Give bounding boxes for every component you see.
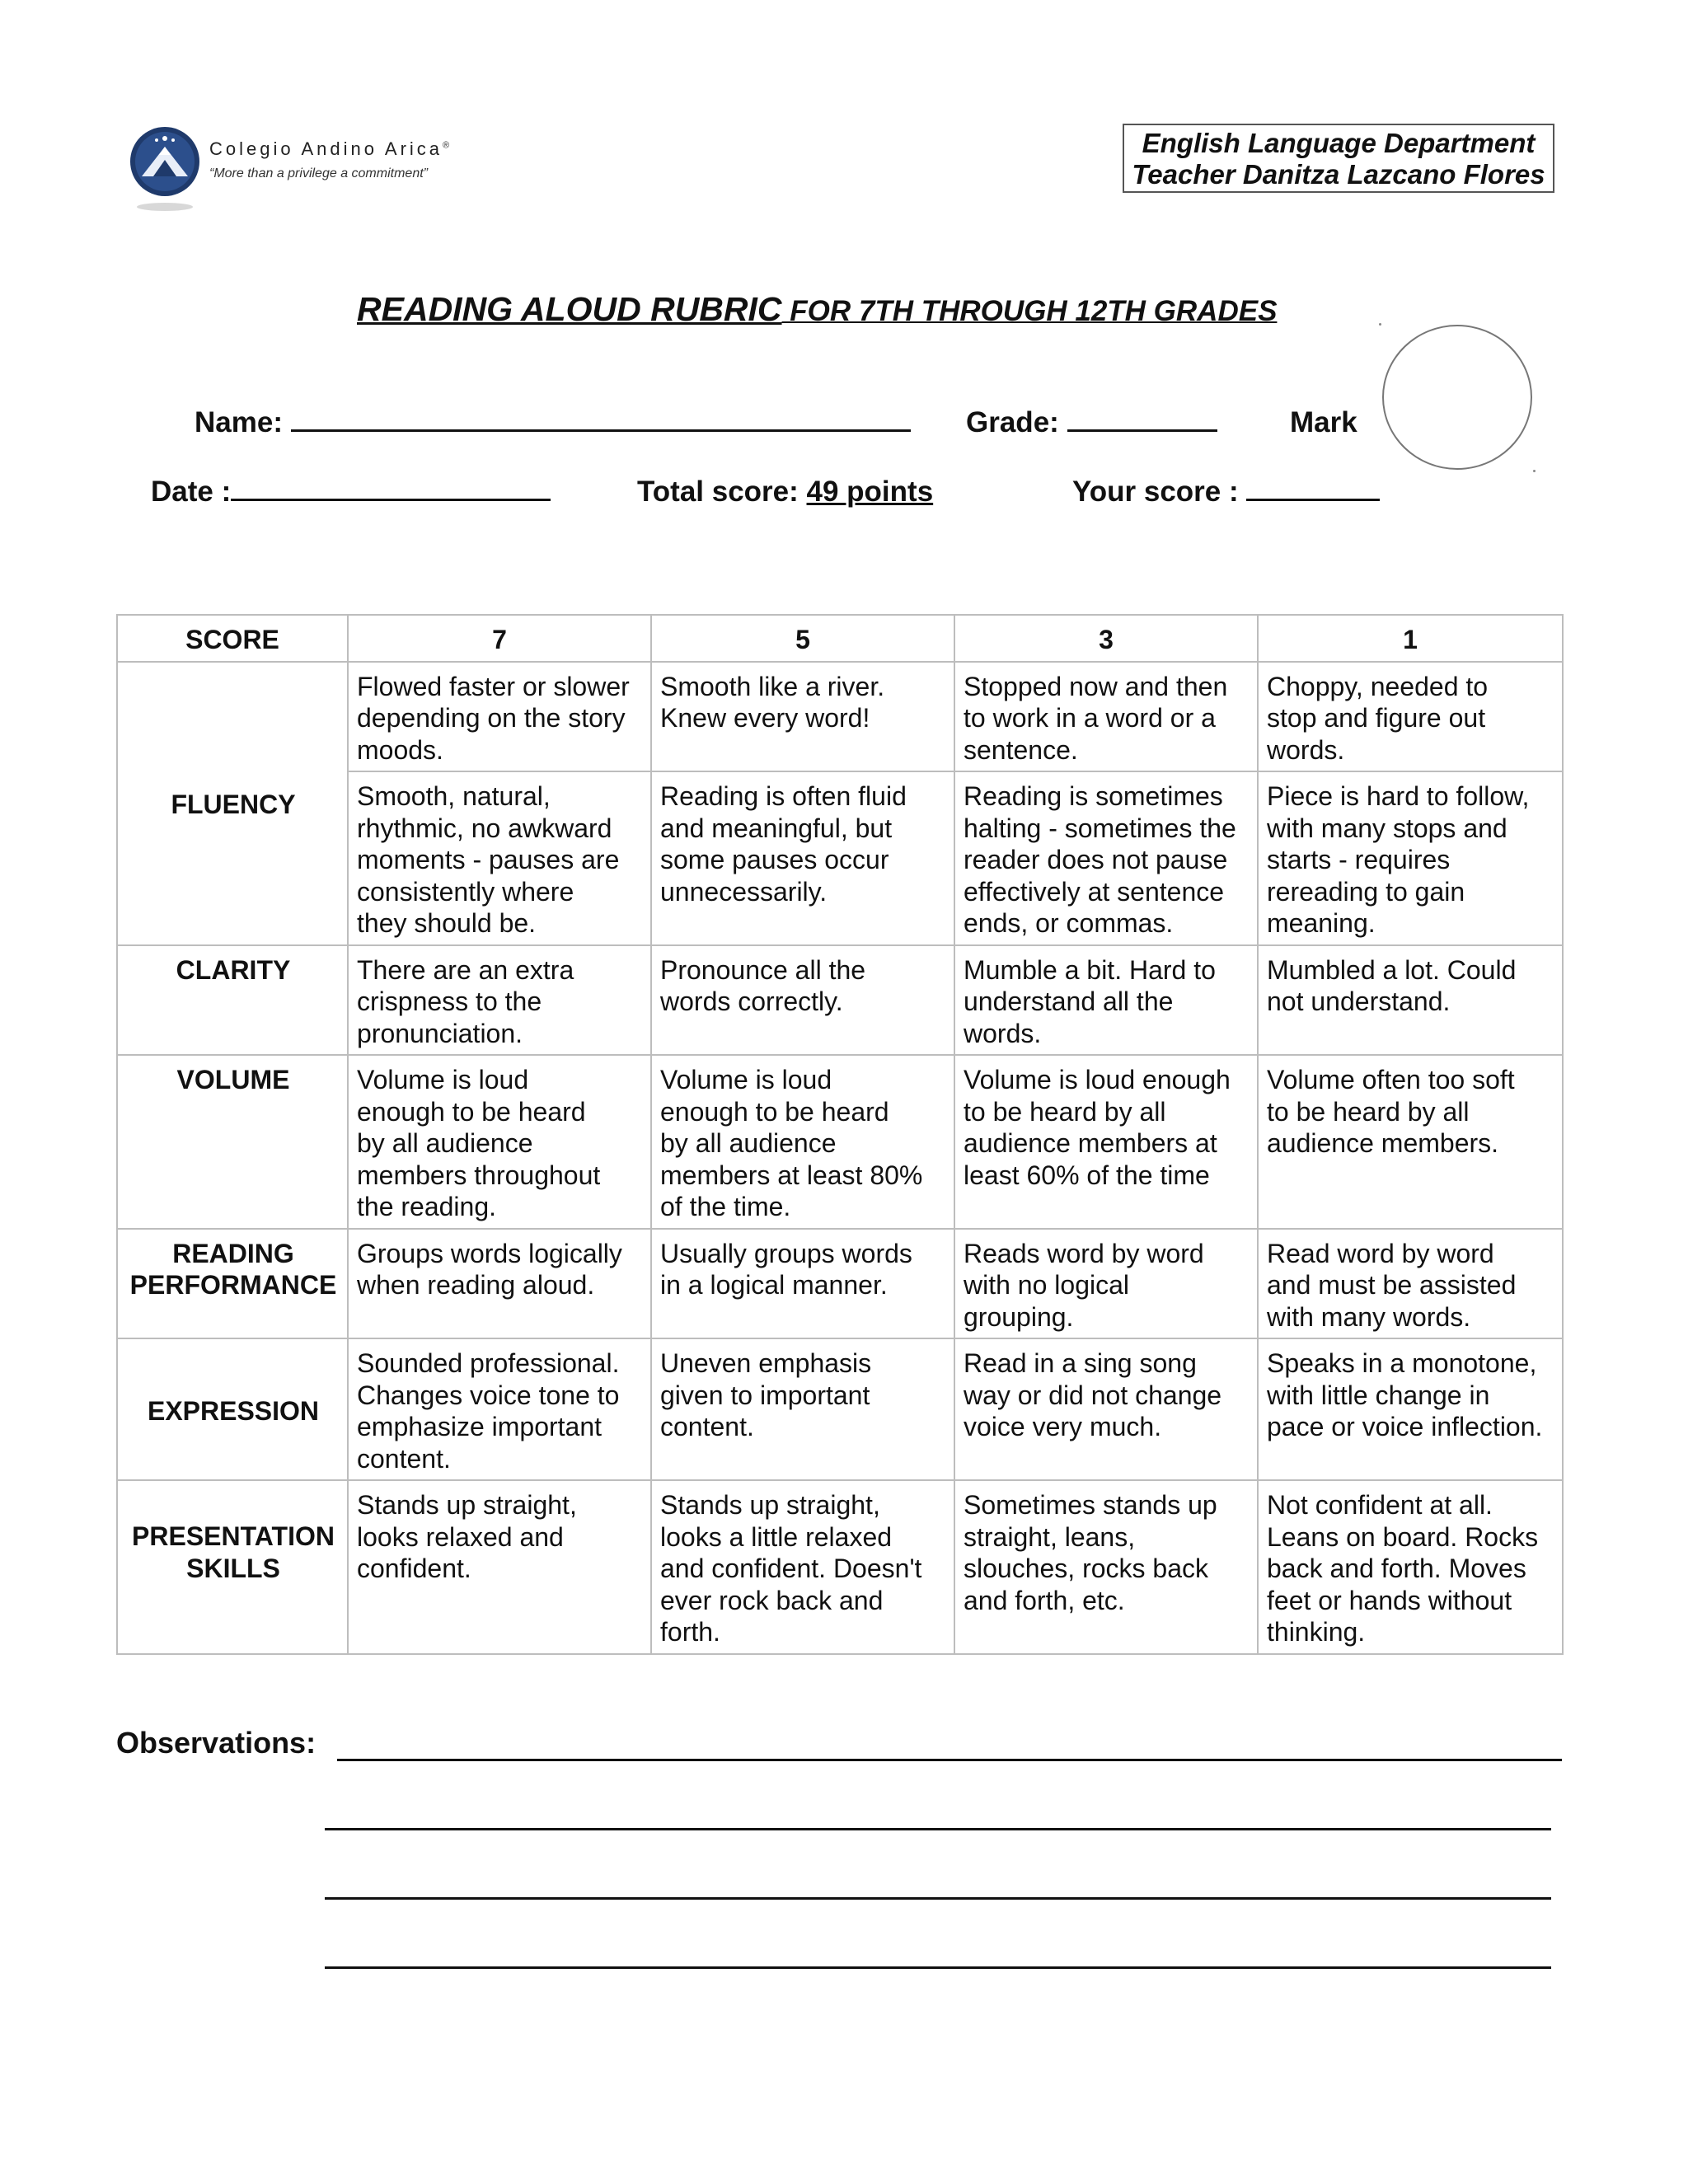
rubric-cell: Reading is sometimes halting - sometimes the reader does not pause effectively at sentence ends, or commas. (954, 771, 1258, 945)
grade-blank[interactable] (1067, 406, 1217, 432)
your-score-field[interactable] (1072, 476, 1380, 509)
your-score-label: Your score : (1072, 476, 1239, 508)
total-score (637, 476, 933, 509)
header-3: 3 (954, 615, 1258, 662)
rubric-table (116, 614, 1564, 1655)
school-logo (124, 122, 486, 221)
teacher-name: Teacher Danitza Lazcano Flores (1132, 159, 1545, 190)
criterion-clarity: CLARITY (117, 945, 348, 1056)
criterion-volume: VOLUME (117, 1055, 348, 1229)
rubric-cell: Read word by word and must be assisted with many words. (1258, 1229, 1563, 1339)
rubric-cell: Sometimes stands up straight, leans, slouches, rocks back and forth, etc. (954, 1480, 1258, 1654)
rubric-cell: Mumble a bit. Hard to understand all the words. (954, 945, 1258, 1056)
observations-line[interactable] (325, 1966, 1551, 1969)
grade-field[interactable] (966, 406, 1217, 439)
date-blank[interactable] (231, 476, 551, 501)
rubric-cell: Mumbled a lot. Could not understand. (1258, 945, 1563, 1056)
criterion-fluency: FLUENCY (117, 662, 348, 945)
table-row (117, 1480, 1563, 1654)
header-1: 1 (1258, 615, 1563, 662)
grade-label: Grade: (966, 406, 1059, 438)
rubric-cell: Volume is loud enough to be heard by all audience members at least 60% of the time (954, 1055, 1258, 1229)
table-row (117, 662, 1563, 772)
mark-circle[interactable] (1382, 325, 1532, 470)
school-name: Colegio Andino Arica® (209, 138, 450, 159)
observations-line[interactable] (325, 1828, 1551, 1830)
rubric-cell: Smooth, natural, rhythmic, no awkward moments - pauses are consistently where they should be. (348, 771, 651, 945)
department-box (1123, 124, 1554, 193)
observations-line[interactable] (337, 1759, 1562, 1761)
rubric-cell: Groups words logically when reading aloud. (348, 1229, 651, 1339)
table-row (117, 1055, 1563, 1229)
date-label: Date : (151, 476, 232, 508)
rubric-cell: Stands up straight, looks relaxed and confident. (348, 1480, 651, 1654)
name-label: Name: (195, 406, 283, 438)
rubric-cell: Not confident at all. Leans on board. Rocks back and forth. Moves feet or hands without thinking. (1258, 1480, 1563, 1654)
criterion-presentation-skills: PRESENTATION SKILLS (117, 1480, 348, 1654)
school-motto: “More than a privilege a commitment” (209, 166, 428, 180)
rubric-cell: Read in a sing song way or did not change voice very much. (954, 1338, 1258, 1480)
rubric-cell: Piece is hard to follow, with many stops and starts - requires rereading to gain meaning. (1258, 771, 1563, 945)
mark-label: Mark (1290, 406, 1357, 438)
observations-label: Observations: (116, 1726, 316, 1760)
table-row (117, 945, 1563, 1056)
total-score-label: Total score: (637, 476, 799, 508)
rubric-cell: Pronounce all the words correctly. (651, 945, 954, 1056)
table-row (117, 1229, 1563, 1339)
rubric-cell: Speaks in a monotone, with little change in pace or voice inflection. (1258, 1338, 1563, 1480)
rubric-cell: There are an extra crispness to the pronunciation. (348, 945, 651, 1056)
rubric-cell: Flowed faster or slower depending on the story moods. (348, 662, 651, 772)
rubric-cell: Sounded professional. Changes voice tone to emphasize important content. (348, 1338, 651, 1480)
rubric-header-row (117, 615, 1563, 662)
rubric-cell: Volume is loud enough to be heard by all audience members at least 80% of the time. (651, 1055, 954, 1229)
rubric-cell: Smooth like a river. Knew every word! (651, 662, 954, 772)
rubric-cell: Uneven emphasis given to important content. (651, 1338, 954, 1480)
page-title (357, 290, 1277, 329)
table-row (117, 1338, 1563, 1480)
rubric-cell: Reads word by word with no logical grouping. (954, 1229, 1258, 1339)
rubric-cell: Stopped now and then to work in a word or a sentence. (954, 662, 1258, 772)
your-score-blank[interactable] (1246, 476, 1380, 501)
name-blank[interactable] (291, 406, 911, 432)
rubric-cell: Usually groups words in a logical manner. (651, 1229, 954, 1339)
rubric-cell: Stands up straight, looks a little relaxed and confident. Doesn't ever rock back and forth. (651, 1480, 954, 1654)
header-7: 7 (348, 615, 651, 662)
date-field[interactable] (151, 476, 551, 509)
rubric-cell: Reading is often fluid and meaningful, but some pauses occur unnecessarily. (651, 771, 954, 945)
school-crest-icon (124, 122, 206, 213)
rubric-cell: Volume is loud enough to be heard by all audience members throughout the reading. (348, 1055, 651, 1229)
title-subtitle: FOR 7TH THROUGH 12TH GRADES (781, 295, 1278, 327)
criterion-reading-performance: READING PERFORMANCE (117, 1229, 348, 1339)
title-main: READING ALOUD RUBRIC (357, 290, 782, 328)
rubric-cell: Volume often too soft to be heard by all audience members. (1258, 1055, 1563, 1229)
name-field[interactable] (195, 406, 911, 439)
decorative-dot (1533, 470, 1536, 472)
total-score-value: 49 points (806, 476, 934, 508)
decorative-dot (1379, 323, 1381, 326)
department-name: English Language Department (1142, 128, 1536, 158)
observations-line[interactable] (325, 1897, 1551, 1900)
rubric-cell: Choppy, needed to stop and figure out words. (1258, 662, 1563, 772)
criterion-expression: EXPRESSION (117, 1338, 348, 1480)
header-5: 5 (651, 615, 954, 662)
header-score: SCORE (117, 615, 348, 662)
